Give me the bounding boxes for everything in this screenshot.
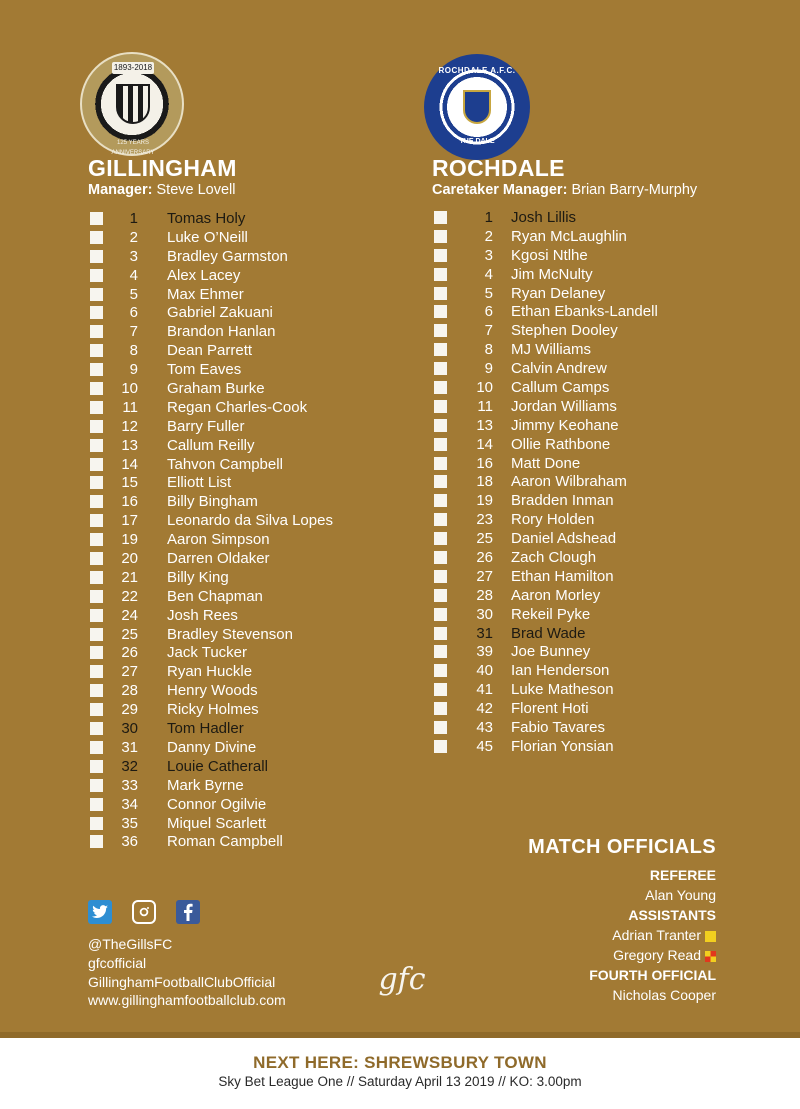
squad-number: 3: [484, 246, 493, 264]
player-row: [434, 228, 734, 247]
social-icons: [88, 900, 200, 924]
player-name: Leonardo da Silva Lopes: [167, 512, 333, 530]
next-fixture-title: NEXT HERE: SHREWSBURY TOWN: [253, 1053, 547, 1072]
player-name: Ryan McLaughlin: [511, 227, 627, 245]
away-team-name: ROCHDALE: [432, 155, 565, 181]
player-name: Ethan Hamilton: [511, 567, 614, 585]
player-row: [434, 738, 734, 757]
squad-number: 31: [121, 738, 138, 756]
checkbox-icon[interactable]: [434, 400, 447, 413]
squad-number: 10: [121, 380, 138, 398]
next-fixture-details: Sky Bet League One // Saturday April 13 2019 // KO: 3.00pm: [218, 1074, 582, 1089]
squad-number: 32: [121, 757, 138, 775]
player-row: [434, 285, 734, 304]
facebook-handle[interactable]: GillinghamFootballClubOfficial: [88, 973, 276, 990]
squad-number: 35: [121, 814, 138, 832]
checkbox-icon[interactable]: [90, 760, 103, 773]
player-name: Aaron Wilbraham: [511, 473, 627, 491]
squad-number: 3: [129, 247, 138, 265]
player-row: [434, 700, 734, 719]
player-row: [90, 663, 390, 682]
checkbox-icon[interactable]: [90, 646, 103, 659]
player-row: [90, 493, 390, 512]
checkbox-icon[interactable]: [434, 589, 447, 602]
squad-number: 17: [121, 512, 138, 530]
player-name: Florent Hoti: [511, 700, 589, 718]
checkbox-icon[interactable]: [90, 609, 103, 622]
player-name: Regan Charles-Cook: [167, 398, 308, 416]
player-name: Danny Divine: [167, 738, 257, 756]
squad-number: 41: [476, 681, 493, 699]
player-name: Dean Parrett: [167, 342, 253, 360]
player-name: Bradley Stevenson: [167, 625, 293, 643]
squad-number: 9: [129, 361, 138, 379]
player-name: Bradden Inman: [511, 492, 614, 510]
checkbox-icon[interactable]: [434, 664, 447, 677]
player-row: [434, 303, 734, 322]
checkbox-icon[interactable]: [90, 363, 103, 376]
crest-ribbon-years: 1893-2018: [113, 63, 153, 72]
player-name: Fabio Tavares: [511, 719, 605, 737]
player-name: Josh Lillis: [511, 209, 577, 226]
checkbox-icon[interactable]: [90, 514, 103, 527]
checkbox-icon[interactable]: [90, 420, 103, 433]
player-row: [434, 492, 734, 511]
player-row: [434, 379, 734, 398]
home-team-name: GILLINGHAM: [88, 155, 237, 181]
player-name: Connor Ogilvie: [167, 795, 267, 813]
checkbox-icon[interactable]: [90, 439, 103, 452]
player-name: Florian Yonsian: [511, 737, 614, 755]
checkbox-icon[interactable]: [90, 741, 103, 754]
squad-number: 28: [121, 682, 138, 700]
checkbox-icon[interactable]: [90, 779, 103, 792]
player-row: [90, 437, 390, 456]
player-row: [90, 758, 390, 777]
player-name: Ryan Delaney: [511, 284, 606, 302]
player-row: [90, 474, 390, 493]
squad-number: 31: [476, 624, 493, 642]
squad-number: 28: [476, 586, 493, 604]
player-name: Jimmy Keohane: [511, 416, 619, 434]
checkbox-icon[interactable]: [90, 722, 103, 735]
squad-number: 18: [476, 473, 493, 491]
squad-number: 20: [121, 550, 138, 568]
player-name: Tomas Holy: [167, 210, 246, 227]
squad-number: 19: [476, 492, 493, 510]
player-row: [90, 399, 390, 418]
checkbox-icon[interactable]: [434, 438, 447, 451]
checkbox-icon[interactable]: [434, 475, 447, 488]
home-manager-label: Manager:: [88, 182, 153, 198]
squad-number: 40: [476, 662, 493, 680]
player-row: [434, 530, 734, 549]
away-manager-name: Brian Barry-Murphy: [571, 182, 698, 198]
player-row: [90, 833, 390, 852]
player-name: Tom Eaves: [167, 361, 242, 379]
player-name: Calvin Andrew: [511, 360, 607, 378]
player-name: Ryan Huckle: [167, 663, 253, 681]
player-row: [434, 209, 734, 228]
fourth-official-name: Nicholas Cooper: [612, 987, 716, 1003]
player-name: MJ Williams: [511, 341, 591, 359]
website-link[interactable]: www.gillinghamfootballclub.com: [88, 992, 286, 1009]
squad-number: 19: [121, 531, 138, 549]
away-manager-label: Caretaker Manager:: [432, 182, 568, 198]
player-row: [90, 456, 390, 475]
facebook-icon[interactable]: [176, 900, 200, 924]
player-row: [90, 607, 390, 626]
checkbox-icon[interactable]: [90, 571, 103, 584]
home-manager-line: [88, 182, 236, 198]
checkbox-icon[interactable]: [434, 305, 447, 318]
squad-number: 8: [484, 341, 493, 359]
player-name: Rory Holden: [511, 511, 595, 529]
referee-label: REFEREE: [649, 867, 716, 883]
player-row: [434, 587, 734, 606]
player-row: [434, 473, 734, 492]
squad-number: 1: [129, 210, 138, 227]
squad-number: 2: [129, 228, 138, 246]
player-name: Alex Lacey: [167, 266, 241, 284]
player-row: [434, 681, 734, 700]
player-name: Jim McNulty: [511, 265, 593, 283]
squad-number: 4: [484, 265, 493, 283]
checkbox-icon[interactable]: [90, 628, 103, 641]
squad-number: 5: [129, 285, 138, 303]
player-row: [434, 549, 734, 568]
player-row: [90, 248, 390, 267]
player-name: Ricky Holmes: [167, 701, 259, 719]
squad-number: 33: [121, 776, 138, 794]
assistant-1: [456, 925, 716, 945]
player-row: [90, 304, 390, 323]
player-row: [434, 398, 734, 417]
player-name: Brad Wade: [511, 624, 586, 642]
squad-number: 29: [121, 701, 138, 719]
twitter-handle[interactable]: @TheGillsFC: [88, 936, 173, 952]
player-name: Billy King: [167, 568, 229, 586]
player-row: [90, 323, 390, 342]
player-row: [434, 662, 734, 681]
checkbox-icon[interactable]: [434, 683, 447, 696]
squad-number: 6: [484, 303, 493, 321]
checkbox-icon[interactable]: [90, 344, 103, 357]
home-manager-name: Steve Lovell: [156, 182, 236, 198]
player-name: Billy Bingham: [167, 493, 258, 511]
squad-number: 8: [129, 342, 138, 360]
crest-anniversary-text: 125 YEARS ANNIVERSARY: [111, 140, 155, 156]
checkbox-icon[interactable]: [90, 798, 103, 811]
squad-number: 6: [129, 304, 138, 322]
assistant-1-name: Adrian Tranter: [612, 927, 701, 943]
player-name: Mark Byrne: [167, 776, 244, 794]
player-row: [90, 720, 390, 739]
player-row: [434, 266, 734, 285]
player-name: Jack Tucker: [167, 644, 248, 662]
checkbox-icon[interactable]: [434, 211, 447, 224]
player-row: [90, 342, 390, 361]
player-row: [434, 511, 734, 530]
player-name: Ethan Ebanks-Landell: [511, 303, 658, 321]
squad-number: 16: [121, 493, 138, 511]
player-name: Bradley Garmston: [167, 247, 288, 265]
squad-number: 2: [484, 227, 493, 245]
squad-number: 24: [121, 606, 138, 624]
checkbox-icon[interactable]: [90, 684, 103, 697]
player-name: Ben Chapman: [167, 587, 263, 605]
player-row: [434, 568, 734, 587]
player-row: [434, 719, 734, 738]
checkbox-icon[interactable]: [434, 627, 447, 640]
squad-number: 26: [476, 549, 493, 567]
checkbox-icon[interactable]: [90, 382, 103, 395]
player-row: [90, 588, 390, 607]
checkbox-icon[interactable]: [434, 324, 447, 337]
player-name: Ollie Rathbone: [511, 435, 611, 453]
squad-number: 14: [476, 435, 493, 453]
away-squad-list: [434, 209, 734, 757]
checkbox-icon[interactable]: [434, 494, 447, 507]
player-name: Josh Rees: [167, 606, 238, 624]
social-handles: [88, 935, 286, 1010]
squad-number: 26: [121, 644, 138, 662]
squad-number: 27: [121, 663, 138, 681]
squad-number: 21: [121, 568, 138, 586]
squad-number: 25: [121, 625, 138, 643]
checkbox-icon[interactable]: [434, 287, 447, 300]
checkbox-icon[interactable]: [434, 381, 447, 394]
officials-title: MATCH OFFICIALS: [528, 836, 716, 858]
squad-number: 10: [476, 379, 493, 397]
player-name: Daniel Adshead: [511, 530, 617, 548]
player-row: [90, 380, 390, 399]
player-row: [90, 701, 390, 720]
checkbox-icon[interactable]: [90, 306, 103, 319]
rochdale-crest-shield-icon: [463, 90, 491, 124]
squad-number: 43: [476, 719, 493, 737]
checkbox-icon[interactable]: [90, 288, 103, 301]
squad-number: 11: [122, 398, 138, 416]
player-name: Kgosi Ntlhe: [511, 246, 588, 264]
checkbox-icon[interactable]: [90, 325, 103, 338]
checkbox-icon[interactable]: [90, 250, 103, 263]
squad-number: 14: [121, 455, 138, 473]
player-row: [90, 569, 390, 588]
player-row: [434, 247, 734, 266]
squad-number: 7: [129, 323, 138, 341]
player-row: [90, 796, 390, 815]
squad-number: 11: [477, 397, 493, 415]
player-row: [434, 643, 734, 662]
checkbox-icon[interactable]: [90, 552, 103, 565]
squad-number: 15: [121, 474, 138, 492]
player-row: [90, 777, 390, 796]
checkbox-icon[interactable]: [434, 608, 447, 621]
checkbox-icon[interactable]: [434, 702, 447, 715]
instagram-icon[interactable]: [132, 900, 156, 924]
checkbox-icon[interactable]: [434, 740, 447, 753]
player-name: Matt Done: [511, 454, 581, 472]
instagram-handle[interactable]: gfcofficial: [88, 954, 147, 971]
checkbox-icon[interactable]: [434, 721, 447, 734]
player-row: [90, 644, 390, 663]
squad-number: 13: [476, 416, 493, 434]
checkbox-icon[interactable]: [90, 401, 103, 414]
checkbox-icon[interactable]: [434, 457, 447, 470]
yellow-flag-icon: [705, 931, 716, 942]
checkbox-icon[interactable]: [434, 362, 447, 375]
squad-number: 22: [121, 587, 138, 605]
assistant-2-name: Gregory Read: [613, 947, 701, 963]
player-row: [90, 550, 390, 569]
player-name: Luke O’Neill: [167, 228, 248, 246]
checkered-flag-icon: [705, 951, 716, 962]
checkbox-icon[interactable]: [434, 419, 447, 432]
player-row: [434, 625, 734, 644]
player-name: Rekeil Pyke: [511, 605, 591, 623]
player-name: Aaron Morley: [511, 586, 601, 604]
player-name: Graham Burke: [167, 380, 265, 398]
player-row: [90, 210, 390, 229]
checkbox-icon[interactable]: [434, 551, 447, 564]
player-row: [434, 322, 734, 341]
squad-number: 39: [476, 643, 493, 661]
checkbox-icon[interactable]: [434, 230, 447, 243]
player-name: Darren Oldaker: [167, 550, 270, 568]
player-row: [434, 455, 734, 474]
checkbox-icon[interactable]: [90, 495, 103, 508]
squad-number: 12: [121, 417, 138, 435]
checkbox-icon[interactable]: [90, 835, 103, 848]
player-name: Aaron Simpson: [167, 531, 270, 549]
checkbox-icon[interactable]: [90, 269, 103, 282]
player-row: [90, 626, 390, 645]
checkbox-icon[interactable]: [90, 590, 103, 603]
squad-number: 23: [476, 511, 493, 529]
checkbox-icon[interactable]: [90, 533, 103, 546]
checkbox-icon[interactable]: [434, 513, 447, 526]
checkbox-icon[interactable]: [434, 570, 447, 583]
checkbox-icon[interactable]: [90, 458, 103, 471]
player-name: Roman Campbell: [167, 833, 283, 851]
player-row: [90, 682, 390, 701]
player-row: [90, 267, 390, 286]
squad-number: 30: [121, 720, 138, 738]
squad-number: 27: [476, 567, 493, 585]
player-name: Tom Hadler: [167, 720, 244, 738]
rochdale-crest-icon: [424, 54, 530, 160]
squad-number: 36: [121, 833, 138, 851]
player-row: [90, 229, 390, 248]
player-name: Barry Fuller: [167, 417, 245, 435]
crest-shield-icon: [116, 84, 150, 124]
checkbox-icon[interactable]: [434, 268, 447, 281]
player-row: [434, 436, 734, 455]
player-name: Callum Reilly: [167, 436, 255, 454]
checkbox-icon[interactable]: [434, 249, 447, 262]
player-name: Brandon Hanlan: [167, 323, 276, 341]
player-row: [434, 606, 734, 625]
player-row: [434, 417, 734, 436]
squad-number: 16: [476, 454, 493, 472]
squad-number: 42: [476, 700, 493, 718]
player-name: Jordan Williams: [511, 397, 617, 415]
squad-number: 1: [484, 209, 493, 226]
player-row: [90, 418, 390, 437]
player-name: Stephen Dooley: [511, 322, 618, 340]
checkbox-icon[interactable]: [90, 476, 103, 489]
checkbox-icon[interactable]: [90, 231, 103, 244]
player-name: Gabriel Zakuani: [167, 304, 273, 322]
assistants-label: ASSISTANTS: [628, 907, 716, 923]
checkbox-icon[interactable]: [90, 703, 103, 716]
gillingham-crest-icon: [80, 52, 184, 156]
player-name: Callum Camps: [511, 379, 610, 397]
squad-number: 7: [484, 322, 493, 340]
away-manager-line: [432, 182, 697, 198]
squad-number: 9: [484, 360, 493, 378]
squad-number: 34: [121, 795, 138, 813]
player-name: Elliott List: [167, 474, 232, 492]
player-name: Luke Matheson: [511, 681, 614, 699]
squad-number: 25: [476, 530, 493, 548]
checkbox-icon[interactable]: [434, 532, 447, 545]
player-name: Joe Bunney: [511, 643, 591, 661]
checkbox-icon[interactable]: [90, 817, 103, 830]
checkbox-icon[interactable]: [434, 645, 447, 658]
assistant-2: [456, 945, 716, 965]
player-name: Miquel Scarlett: [167, 814, 267, 832]
checkbox-icon[interactable]: [434, 343, 447, 356]
player-row: [90, 512, 390, 531]
gfc-monogram-logo: gfc: [378, 962, 426, 997]
player-name: Louie Catherall: [167, 757, 268, 775]
checkbox-icon[interactable]: [90, 212, 103, 225]
player-row: [90, 739, 390, 758]
player-row: [90, 361, 390, 380]
player-name: Ian Henderson: [511, 662, 610, 680]
squad-number: 45: [476, 737, 493, 755]
player-name: Max Ehmer: [167, 285, 244, 303]
player-row: [434, 341, 734, 360]
player-name: Zach Clough: [511, 549, 597, 567]
player-name: Henry Woods: [167, 682, 258, 700]
player-name: Tahvon Campbell: [167, 455, 283, 473]
referee-name: Alan Young: [645, 887, 716, 903]
checkbox-icon[interactable]: [90, 665, 103, 678]
player-row: [90, 815, 390, 834]
rochdale-crest-bottom-text: THE DALE: [459, 138, 495, 145]
rochdale-crest-top-text: ROCHDALE A.F.C.: [438, 66, 516, 75]
squad-number: 5: [484, 284, 493, 302]
player-row: [434, 360, 734, 379]
match-officials: [456, 836, 716, 1005]
squad-number: 4: [129, 266, 138, 284]
squad-number: 30: [476, 605, 493, 623]
player-row: [90, 286, 390, 305]
player-row: [90, 531, 390, 550]
twitter-icon[interactable]: [88, 900, 112, 924]
squad-number: 13: [121, 436, 138, 454]
home-squad-list: [90, 210, 390, 852]
fourth-official-label: FOURTH OFFICIAL: [589, 967, 716, 983]
